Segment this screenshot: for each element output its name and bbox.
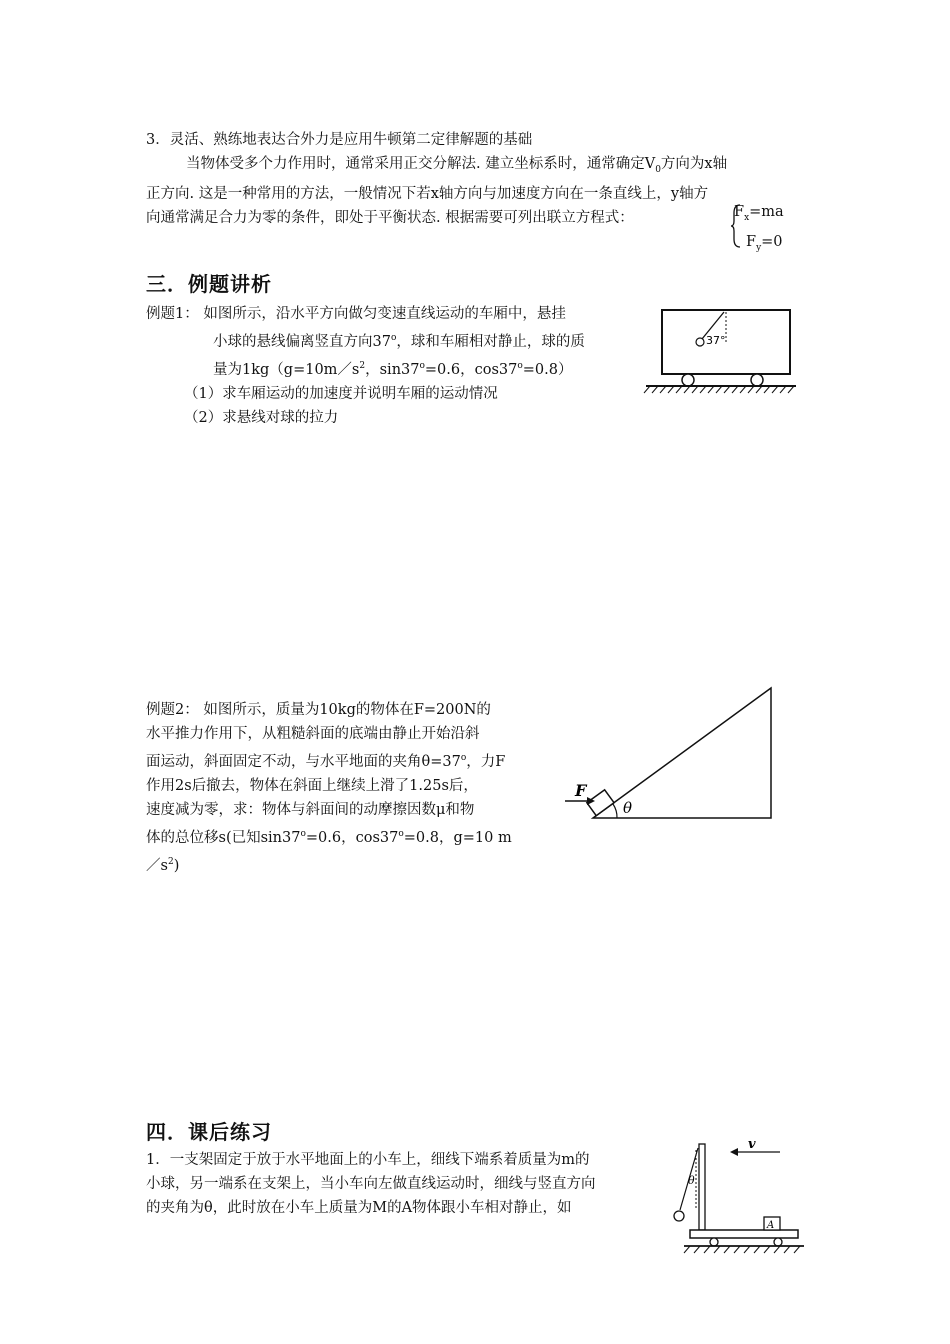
- example-2: [146, 698, 556, 877]
- example-2-line: $/s^2$): [146, 856, 180, 874]
- wheel-left: [710, 1238, 718, 1246]
- practice-1-line: 小球，另一端系在支架上，当小车向左做直线运动时，细线与竖直方向: [146, 1176, 596, 1192]
- example-1: [146, 302, 646, 430]
- wheel-left: [682, 374, 694, 386]
- pendulum-ball: [696, 338, 704, 346]
- incline-triangle: [593, 688, 771, 818]
- cart-body: [690, 1230, 798, 1238]
- example-2-line: 作用2s后撤去，物体在斜面上继续上滑了1.25s后，: [146, 777, 478, 794]
- angle-label: 37°: [706, 334, 726, 347]
- block-a-label: A: [767, 1220, 775, 1231]
- angle-label: θ: [623, 799, 633, 817]
- example-1-line: 例题1： 如图所示，沿水平方向做匀变速直线运动的车厢中，悬挂: [146, 306, 566, 322]
- cart-figure: [668, 1138, 808, 1258]
- part-4-heading: 四．课后练习: [146, 1120, 272, 1144]
- equation-system: [730, 200, 810, 260]
- example-1-line: 量为$1kg(g=10m/s^2$，$\sin 37^o=0.6$，$\cos 37^o=0.8$）: [213, 360, 573, 378]
- carriage-figure: [640, 300, 800, 400]
- example-2-line: 例题2： 如图所示，质量为10kg的物体在F=200N的: [146, 702, 491, 718]
- ground-hatch: [644, 386, 794, 393]
- example-2-line: 水平推力作用下，从粗糙斜面的底端由静止开始沿斜: [146, 726, 480, 742]
- practice-1: [146, 1148, 666, 1220]
- angle-arc: [613, 804, 617, 818]
- velocity-arrowhead: [730, 1148, 738, 1156]
- example-2-line: 速度减为零，求：物体与斜面间的动摩擦因数μ和物: [146, 801, 475, 818]
- example-2-line: 体的总位移s(已知$\sin 37^o=0.6$，$\cos 37^o=0.8$，g=10 m: [146, 828, 512, 846]
- section-3-heading: 3．灵活、熟练地表达合外力是应用牛顿第二定律解题的基础: [146, 132, 533, 148]
- angle-label: θ: [688, 1174, 695, 1187]
- wheel-right: [751, 374, 763, 386]
- paragraph-line: 当物体受多个力作用时，通常采用正交分解法. 建立坐标系时，通常确定$V_0$方向为x轴: [186, 156, 728, 175]
- equation-fx: $F_x=ma$: [734, 204, 784, 223]
- velocity-label: v: [748, 1138, 756, 1152]
- example-2-line: 面运动，斜面固定不动，与水平地面的夹角$\theta=37^o$，力F: [146, 753, 506, 770]
- example-1-line: 小球的悬线偏离竖直方向37$^o$，球和车厢相对静止，球的质: [213, 333, 585, 350]
- question-1: （1）求车厢运动的加速度并说明车厢的运动情况: [184, 385, 498, 402]
- pendulum-ball: [674, 1211, 684, 1221]
- section-3: [146, 128, 826, 230]
- practice-1-line: 的夹角为θ，此时放在小车上质量为M的A物体跟小车相对静止，如: [146, 1200, 572, 1216]
- incline-figure: [565, 680, 785, 825]
- paragraph-line: 正方向. 这是一种常用的方法，一般情况下若x轴方向与加速度方向在一条直线上，y轴方: [146, 185, 709, 202]
- practice-1-line: 1．一支架固定于放于水平地面上的小车上，细线下端系着质量为m的: [146, 1152, 590, 1168]
- brace-icon: [730, 203, 742, 249]
- paragraph-line: 向通常满足合力为零的条件，即处于平衡状态. 根据需要可列出联立方程式：: [146, 209, 634, 226]
- part-3-heading: 三．例题讲析: [146, 272, 272, 296]
- ground-hatch: [684, 1246, 800, 1253]
- question-2: （2）求悬线对球的拉力: [184, 409, 339, 426]
- equation-fy: $F_y=0$: [746, 233, 783, 253]
- force-label: F: [575, 781, 587, 800]
- stand-post: [699, 1144, 705, 1230]
- wheel-right: [774, 1238, 782, 1246]
